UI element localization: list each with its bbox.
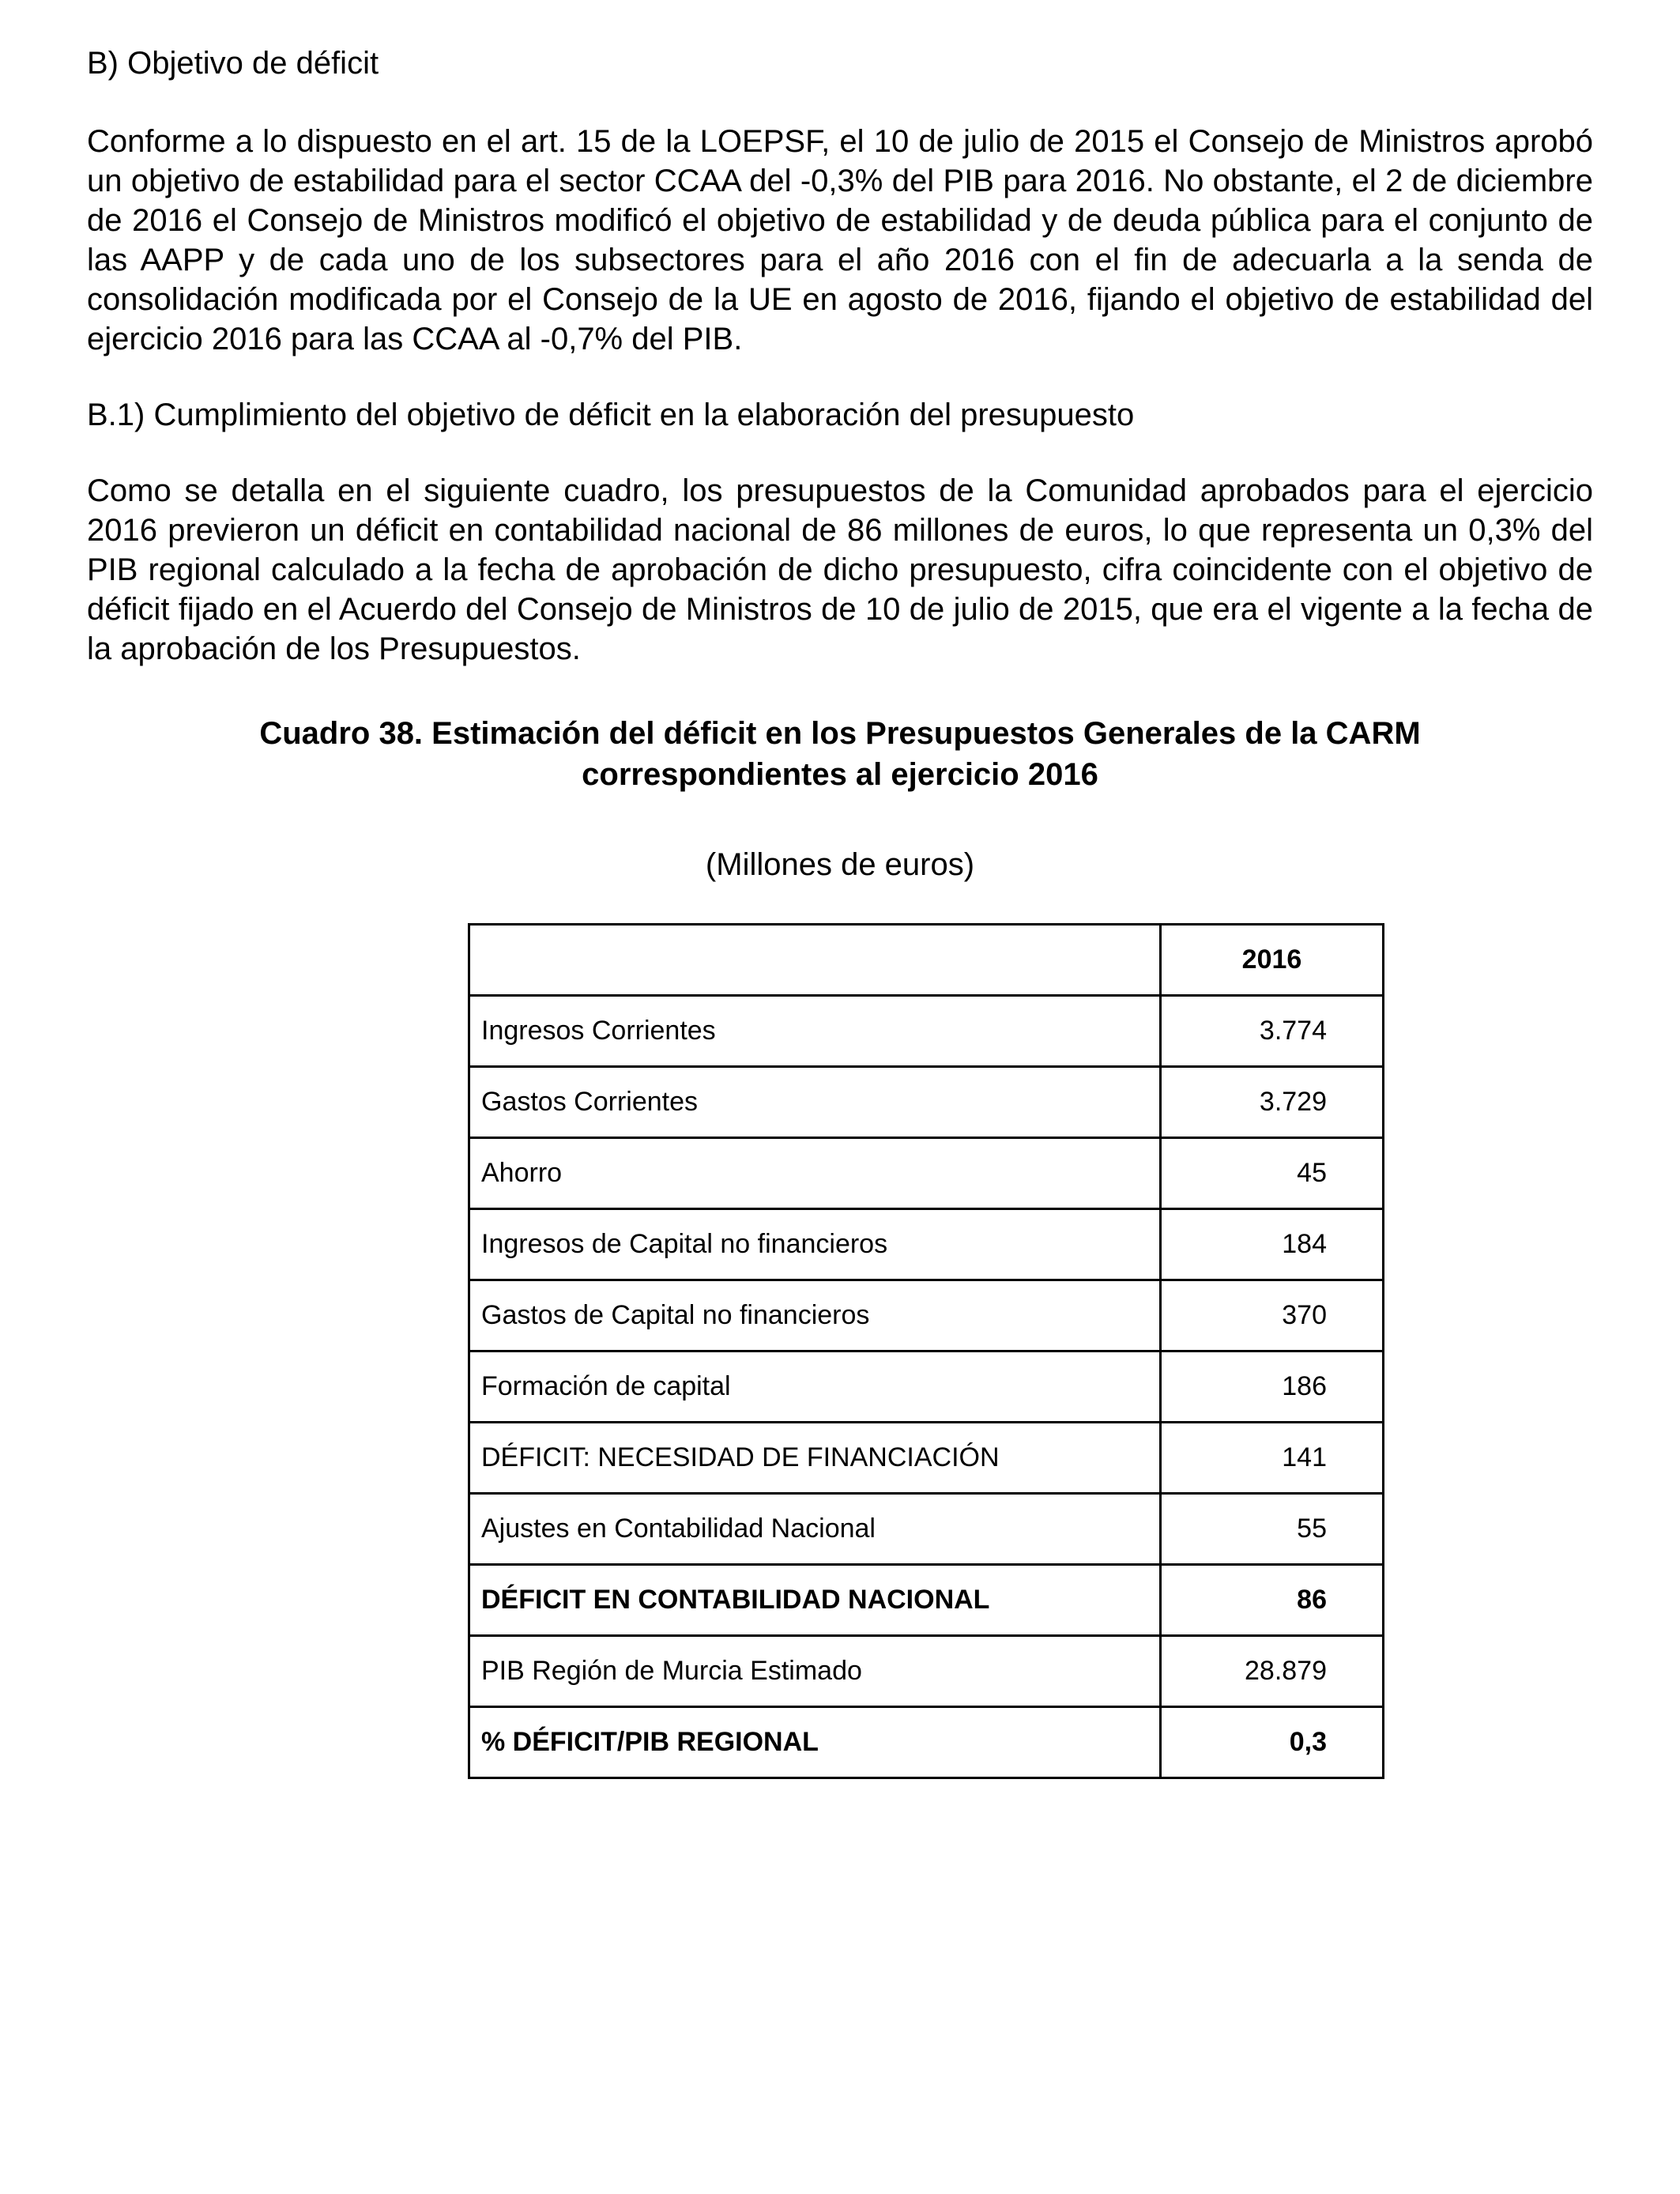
- table-row: [469, 1067, 1384, 1138]
- table-header-row: [469, 925, 1384, 996]
- table-row: [469, 996, 1384, 1067]
- row-label: Gastos de Capital no financieros: [469, 1280, 1161, 1351]
- row-value: 86: [1161, 1565, 1384, 1636]
- row-value: 370: [1161, 1280, 1384, 1351]
- row-label: Formación de capital: [469, 1351, 1161, 1423]
- row-value: 55: [1161, 1494, 1384, 1565]
- row-value: 0,3: [1161, 1707, 1384, 1778]
- row-label: Ajustes en Contabilidad Nacional: [469, 1494, 1161, 1565]
- table-caption-line2: correspondientes al ejercicio 2016: [582, 757, 1098, 792]
- row-value: 28.879: [1161, 1636, 1384, 1707]
- row-value: 3.729: [1161, 1067, 1384, 1138]
- table-caption-line1: Cuadro 38. Estimación del déficit en los Presupuestos Generales de la CARM: [259, 716, 1421, 751]
- paragraph-compliance: Como se detalla en el siguiente cuadro, los presupuestos de la Comunidad aprobados para el ejercicio 2016 previeron un déficit en contabilidad nacional de 86 millones de euros, lo que representa un 0,3% del PIB regional calculado a la fecha de aprobación de dicho presupuesto, cifra coincidente con el objetivo de déficit fijado en el Acuerdo del Consejo de Ministros de 10 de julio de 2015, que era el vigente a la fecha de la aprobación de los Presupuestos.: [87, 473, 1593, 666]
- table-row: [469, 1138, 1384, 1209]
- row-value: 186: [1161, 1351, 1384, 1423]
- row-label: PIB Región de Murcia Estimado: [469, 1636, 1161, 1707]
- deficit-table: [468, 923, 1384, 1779]
- table-units: (Millones de euros): [705, 847, 975, 882]
- row-value: 141: [1161, 1423, 1384, 1494]
- table-row-deficit-ratio: [469, 1707, 1384, 1778]
- table-row: [469, 1351, 1384, 1423]
- table-row-deficit-total: [469, 1565, 1384, 1636]
- row-value: 45: [1161, 1138, 1384, 1209]
- row-label: DÉFICIT: NECESIDAD DE FINANCIACIÓN: [469, 1423, 1161, 1494]
- row-value: 184: [1161, 1209, 1384, 1280]
- section-heading: B) Objetivo de déficit: [87, 46, 379, 81]
- header-label-cell: [469, 925, 1161, 996]
- row-value: 3.774: [1161, 996, 1384, 1067]
- table-row: [469, 1636, 1384, 1707]
- table-row: [469, 1209, 1384, 1280]
- document-page: [87, 44, 1593, 1757]
- table-row: [469, 1494, 1384, 1565]
- paragraph-objective: Conforme a lo dispuesto en el art. 15 de la LOEPSF, el 10 de julio de 2015 el Consejo de Ministros aprobó un objetivo de estabilidad para el sector CCAA del -0,3% del PIB para 2016. No obstante, el 2 de diciembre de 2016 el Consejo de Ministros modificó el objetivo de estabilidad y de deuda pública para el conjunto de las AAPP y de cada uno de los subsectores para el año 2016 con el fin de adecuarla a la senda de consolidación modificada por el Consejo de la UE en agosto de 2016, fijando el objetivo de estabilidad del ejercicio 2016 para las CCAA al -0,7% del PIB.: [87, 124, 1593, 356]
- header-year: 2016: [1161, 925, 1384, 996]
- row-label: % DÉFICIT/PIB REGIONAL: [469, 1707, 1161, 1778]
- table-row: [469, 1280, 1384, 1351]
- row-label: Ahorro: [469, 1138, 1161, 1209]
- table-row: [469, 1423, 1384, 1494]
- row-label: DÉFICIT EN CONTABILIDAD NACIONAL: [469, 1565, 1161, 1636]
- table-caption: [87, 713, 1593, 795]
- row-label: Ingresos de Capital no financieros: [469, 1209, 1161, 1280]
- row-label: Gastos Corrientes: [469, 1067, 1161, 1138]
- subsection-heading: B.1) Cumplimiento del objetivo de déficit en la elaboración del presupuesto: [87, 398, 1135, 432]
- row-label: Ingresos Corrientes: [469, 996, 1161, 1067]
